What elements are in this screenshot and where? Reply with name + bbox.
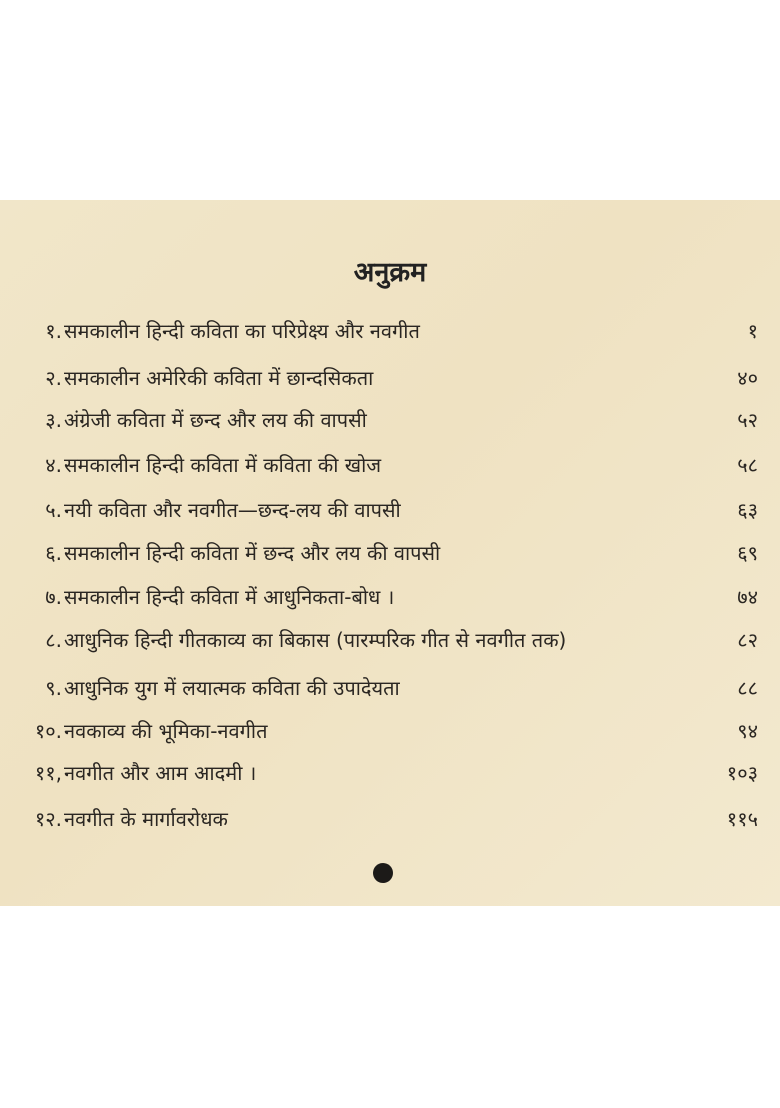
- entry-page-number: ६३: [737, 498, 758, 522]
- entry-number: ५.: [45, 498, 62, 522]
- entry-number: ८.: [45, 628, 62, 652]
- entry-number: ६.: [45, 541, 62, 565]
- toc-entry: [0, 495, 780, 525]
- entry-number: १.: [45, 319, 62, 343]
- entry-title: नवकाव्य की भूमिका-नवगीत: [64, 719, 268, 743]
- entry-title: समकालीन हिन्दी कविता का परिप्रेक्ष्य और नवगीत: [64, 319, 420, 343]
- toc-entry: [0, 582, 780, 612]
- toc-entry: [0, 673, 780, 703]
- toc-entry: [0, 316, 780, 346]
- entry-title: समकालीन हिन्दी कविता में आधुनिकता-बोध ।: [64, 585, 395, 609]
- book-page: [0, 200, 780, 906]
- toc-entry: [0, 716, 780, 746]
- entry-number: ७.: [45, 585, 62, 609]
- toc-entry: [0, 450, 780, 480]
- entry-title: समकालीन हिन्दी कविता में छन्द और लय की वापसी: [64, 541, 441, 565]
- entry-title: नयी कविता और नवगीत—छन्द-लय की वापसी: [64, 498, 401, 522]
- toc-entry: [0, 538, 780, 568]
- contents-heading: अनुक्रम: [353, 257, 427, 288]
- entry-page-number: ८८: [737, 676, 758, 700]
- toc-entry: [0, 804, 780, 834]
- entry-title: समकालीन हिन्दी कविता में कविता की खोज: [64, 453, 382, 477]
- entry-page-number: ७४: [737, 585, 758, 609]
- entry-number: १०.: [34, 719, 62, 743]
- entry-number: ३.: [45, 408, 62, 432]
- entry-number: ९.: [45, 676, 62, 700]
- entry-page-number: ११५: [726, 807, 758, 831]
- entry-title: नवगीत के मार्गावरोधक: [64, 807, 228, 831]
- entry-title: आधुनिक युग में लयात्मक कविता की उपादेयता: [64, 676, 400, 700]
- entry-title: अंग्रेजी कविता में छन्द और लय की वापसी: [64, 408, 367, 432]
- entry-page-number: ६९: [737, 541, 758, 565]
- entry-page-number: ९४: [737, 719, 758, 743]
- entry-number: ४.: [45, 453, 62, 477]
- entry-title: नवगीत और आम आदमी ।: [64, 761, 257, 785]
- entry-page-number: ४०: [737, 366, 758, 390]
- entry-page-number: ५८: [737, 453, 758, 477]
- toc-entry: [0, 363, 780, 393]
- entry-page-number: १: [747, 319, 758, 343]
- entry-title: आधुनिक हिन्दी गीतकाव्य का बिकास (पारम्परिक गीत से नवगीत तक): [64, 628, 567, 652]
- toc-entry: [0, 405, 780, 435]
- toc-entry: [0, 758, 780, 788]
- entry-page-number: ५२: [737, 408, 758, 432]
- entry-title: समकालीन अमेरिकी कविता में छान्दसिकता: [64, 366, 374, 390]
- entry-page-number: १०३: [726, 761, 758, 785]
- bullet-ornament: [373, 863, 393, 883]
- entry-number: १२.: [34, 807, 62, 831]
- entry-number: ११,: [34, 761, 62, 785]
- toc-entry: [0, 625, 780, 655]
- entry-page-number: ८२: [737, 628, 758, 652]
- entry-number: २.: [45, 366, 62, 390]
